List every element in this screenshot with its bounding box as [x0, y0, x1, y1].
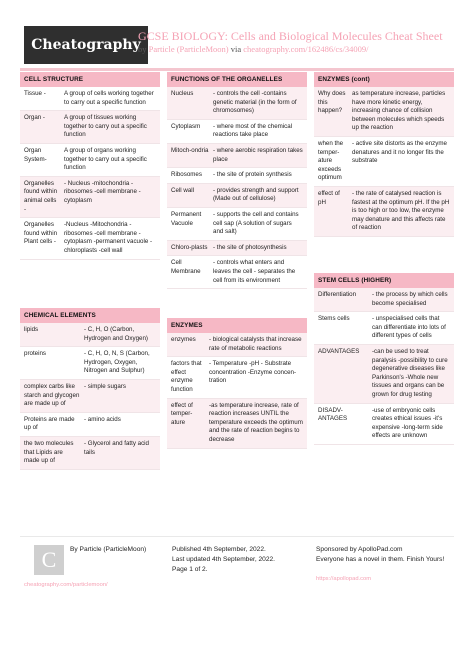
- table-row: [314, 404, 454, 445]
- row-term: Why does this happen?: [318, 90, 346, 115]
- row-definition: - active site distorts as the enzyme denatures and it no longer fits the substrate: [352, 139, 447, 165]
- row-definition: - the rate of catalysed reaction is fastest at the optimum pH. If the pH is too high or too low, the enzyme may denature and this affects rate of reaction: [352, 189, 450, 232]
- row-term: Ribosomes: [171, 171, 202, 179]
- table-row: [20, 218, 160, 259]
- page-footer: [20, 536, 454, 607]
- row-definition: -use of embryonic cells creates ethical issues -it's expensive -long-term side effects are unknown: [372, 406, 443, 440]
- row-definition: as temperature increase, particles have more kinetic energy, increasing chance of collision between molecules which speeds up the reaction: [352, 90, 446, 132]
- row-definition: - Temperature -pH - Substrate concentration -Enzyme concen-tration: [209, 360, 297, 385]
- row-term: Chloro-plasts: [171, 243, 208, 251]
- table-row: [167, 184, 307, 208]
- section-enzymes-cont: [314, 72, 454, 237]
- row-term: lipids: [24, 326, 39, 333]
- section-heading: STEM CELLS (HIGHER): [314, 273, 454, 288]
- footer-updated: Last updated 4th September, 2022.: [172, 556, 276, 563]
- table-row: [20, 87, 160, 111]
- row-definition: - the process by which cells become specialised: [372, 291, 448, 307]
- row-definition: -can be used to treat paralysis -possibility to cure degenerative diseases like Parkinson's -Whole new tissues and organs can be grown for drug testing: [372, 347, 448, 398]
- footer-author-name[interactable]: Particle (ParticleMoon): [79, 546, 147, 553]
- section-heading: FUNCTIONS OF THE ORGANELLES: [167, 72, 307, 87]
- footer-sponsor-text: Everyone has a novel in them. Finish Yours!: [316, 556, 445, 563]
- row-definition: -Nucleus -Mitochondria - ribosomes -cell membrane - cytoplasm -permanent vacuole -chloroplasts -cell wall: [64, 221, 153, 254]
- row-term: enzymes: [171, 336, 196, 343]
- row-term: complex carbs like starch and glycogen are made up of: [24, 382, 80, 408]
- row-term: the two molecules that Lipids are made up of: [24, 439, 74, 465]
- section-cell-structure: [20, 72, 160, 260]
- row-term: Stems cells: [318, 315, 350, 323]
- sheet-title: GCSE BIOLOGY: Cells and Biological Molecules Cheat Sheet: [138, 29, 443, 43]
- row-definition: - simple sugars: [84, 382, 126, 390]
- table-row: [167, 120, 307, 144]
- row-definition: - where aerobic respiration takes place: [213, 146, 303, 163]
- table-row: [167, 333, 307, 357]
- row-definition: A group of tissues working together to carry out a specific function: [64, 114, 147, 139]
- row-term: Tissue -: [24, 90, 46, 97]
- table-row: [167, 256, 307, 289]
- row-definition: A group of cells working together to carry out a specific function: [64, 90, 154, 106]
- row-definition: - the site of protein synthesis: [213, 171, 292, 179]
- table-row: [167, 144, 307, 168]
- footer-page-number: Page 1 of 2.: [172, 566, 208, 573]
- sheet-byline: [138, 44, 369, 54]
- row-term: Cytoplasm: [171, 122, 201, 130]
- table-row: [20, 413, 160, 437]
- row-term: Permanent Vacuole: [171, 210, 202, 227]
- cell-structure-rows: [20, 87, 160, 260]
- row-term: Organelles found within Plant cells -: [24, 221, 58, 246]
- table-row: [314, 87, 454, 137]
- sheet-url-link[interactable]: cheatography.com/162486/cs/34009/: [243, 44, 369, 54]
- section-heading: ENZYMES: [167, 318, 307, 333]
- row-definition: - Nucleus -mitochondria - ribosomes -cell membrane - cytoplasm: [64, 179, 141, 204]
- table-row: [167, 357, 307, 398]
- row-term: Cell Membrane: [171, 259, 201, 275]
- row-term: effect of pH: [318, 189, 340, 206]
- section-functions-of-organelles: [167, 72, 307, 289]
- byline-via: via: [230, 44, 242, 54]
- row-term: effect of temper-ature: [171, 401, 193, 426]
- row-term: proteins: [24, 350, 47, 358]
- row-term: ADVANTAGES: [318, 347, 360, 355]
- table-row: [167, 168, 307, 184]
- author-link[interactable]: Particle (ParticleMoon): [148, 44, 229, 54]
- table-row: [314, 312, 454, 345]
- section-heading: ENZYMES (cont): [314, 72, 454, 87]
- table-row: [314, 288, 454, 312]
- row-term: Organ System-: [24, 146, 47, 163]
- footer-sponsored[interactable]: Sponsored by ApolloPad.com: [316, 546, 403, 553]
- table-row: [20, 437, 160, 470]
- table-row: [314, 137, 454, 187]
- row-definition: - unspecialised cells that can differentiate into lots of different types of cells: [372, 315, 446, 340]
- row-definition: - C, H, O, N, S (Carbon, Hydrogen, Oxygen, Nitrogen and Sulphur): [84, 350, 150, 375]
- row-definition: - supports the cell and contains cell sap (A solution of sugars and salt): [213, 210, 299, 236]
- cheatography-logo[interactable]: Cheatography: [24, 26, 148, 64]
- row-definition: - controls the cell -contains genetic material (in the form of chromosomes): [213, 90, 297, 115]
- row-definition: - Glycerol and fatty acid tails: [84, 439, 149, 456]
- row-definition: A group of organs working together to carry out a specific function: [64, 146, 147, 172]
- author-avatar[interactable]: C: [34, 545, 64, 575]
- table-row: [167, 208, 307, 241]
- header-divider: [20, 68, 454, 71]
- byline-prefix: by: [138, 44, 147, 54]
- table-row: [20, 380, 160, 413]
- footer-sponsor-url[interactable]: https://apollopad.com: [316, 576, 372, 582]
- table-row: [314, 187, 454, 237]
- cheat-sheet-page: [20, 24, 454, 654]
- row-term: Differentiation: [318, 291, 357, 298]
- row-term: factors that effect enzyme function: [171, 360, 202, 393]
- table-row: [20, 111, 160, 144]
- section-heading: CHEMICAL ELEMENTS: [20, 308, 160, 323]
- row-definition: - biological catalysts that increase rate of metabolic reactions: [209, 336, 302, 352]
- row-term: Cell wall: [171, 186, 195, 194]
- table-row: [20, 323, 160, 347]
- row-definition: -as temperature increase, rate of reaction increases UNTIL the temperature exceeds the optimum and the rate of reaction begins to decrease: [209, 401, 303, 443]
- table-row: [20, 144, 160, 177]
- row-definition: - controls what enters and leaves the cell - separates the cell from its environment: [213, 259, 296, 284]
- row-term: when the temper-ature exceeds optimum: [318, 139, 344, 182]
- row-term: Organ -: [24, 114, 45, 122]
- section-enzymes: [167, 318, 307, 449]
- row-definition: - where most of the chemical reactions take place: [213, 122, 293, 139]
- section-chemical-elements: [20, 308, 160, 470]
- section-stem-cells: [314, 273, 454, 445]
- row-term: Organelles found within animal cells -: [24, 179, 58, 213]
- row-definition: - provides strength and support (Made out of cellulose): [213, 186, 299, 203]
- section-heading: CELL STRUCTURE: [20, 72, 160, 87]
- table-row: [167, 241, 307, 257]
- table-row: [20, 347, 160, 380]
- table-row: [20, 177, 160, 218]
- page-header: [20, 24, 454, 64]
- footer-author-url[interactable]: cheatography.com/particlemoon/: [24, 582, 108, 588]
- table-row: [314, 345, 454, 404]
- row-term: DISADV-ANTAGES: [318, 406, 348, 423]
- row-term: Mitoch-ondria: [171, 146, 209, 154]
- row-definition: - the site of photosynthesis: [213, 243, 287, 251]
- row-term: Nucleus: [171, 90, 194, 97]
- table-row: [167, 87, 307, 120]
- footer-published: Published 4th September, 2022.: [172, 546, 266, 553]
- footer-author: [70, 545, 146, 554]
- table-row: [167, 399, 307, 449]
- row-definition: - amino acids: [84, 415, 121, 423]
- row-term: Proteins are made up of: [24, 415, 75, 432]
- footer-by-label: By: [70, 546, 78, 553]
- row-definition: - C, H, O (Carbon, Hydrogen and Oxygen): [84, 326, 148, 342]
